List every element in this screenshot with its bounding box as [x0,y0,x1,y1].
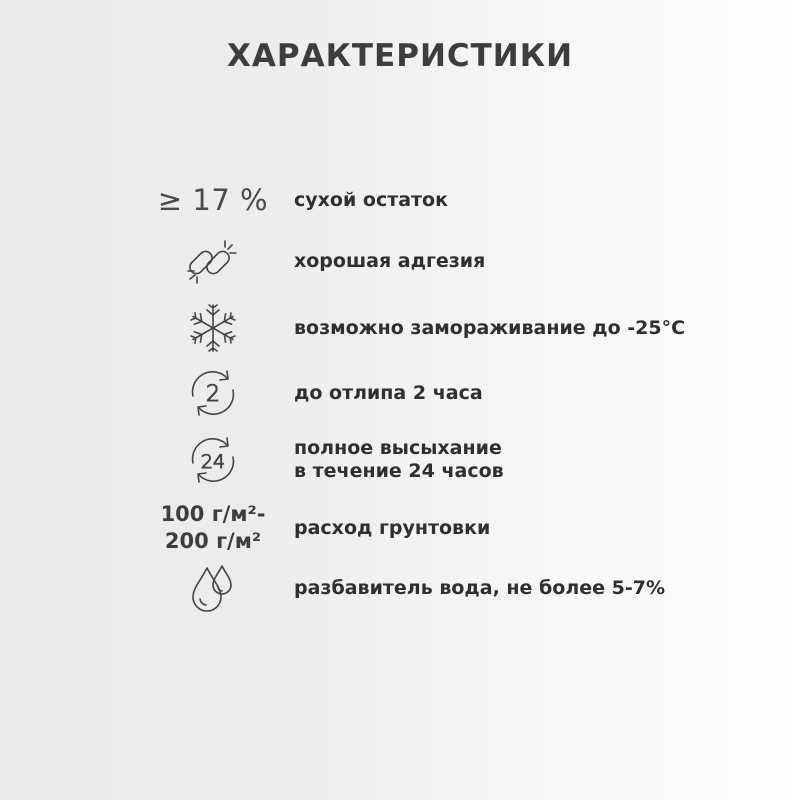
chain-link-icon [185,236,241,286]
feature-consumption [150,500,750,556]
snowflake-icon [187,302,239,354]
dry-residue-label: сухой остаток [294,188,448,211]
tack-free-label: до отлипа 2 часа [294,381,483,404]
full-drying-label [294,437,504,483]
cycle-24-icon [186,433,240,487]
feature-icon-cell [150,562,276,614]
feature-full-drying [150,432,750,488]
full-drying-label-line1: полное высыхание [294,437,502,459]
cycle-24-number: 24 [200,451,226,473]
feature-icon-cell [150,366,276,420]
freezing-label: возможно замораживание до -25°C [294,316,686,339]
page-title: ХАРАКТЕРИСТИКИ [226,38,574,74]
diluent-label: разбавитель вода, не более 5-7% [294,576,666,599]
cycle-2-icon [186,366,240,420]
feature-value-cell [150,501,276,555]
adhesion-label: хорошая адгезия [294,249,486,272]
feature-dry-residue [150,180,750,220]
feature-tack-free [150,366,750,420]
consumption-value [161,501,266,555]
feature-icon-cell [150,433,276,487]
feature-adhesion [150,236,750,286]
feature-icon-cell [150,302,276,354]
consumption-value-line1: 100 г/м²- [160,502,266,526]
cycle-2-number: 2 [206,382,220,407]
consumption-label: расход грунтовки [294,516,491,539]
feature-icon-cell [150,236,276,286]
full-drying-label-line2: в течение 24 часов [294,460,504,482]
feature-freezing [150,302,750,354]
feature-diluent [150,562,750,614]
dry-residue-value: ≥ 17 % [157,183,269,217]
water-drops-icon [187,562,239,614]
feature-value-cell [150,183,276,217]
consumption-value-line2: 200 г/м² [164,529,262,553]
